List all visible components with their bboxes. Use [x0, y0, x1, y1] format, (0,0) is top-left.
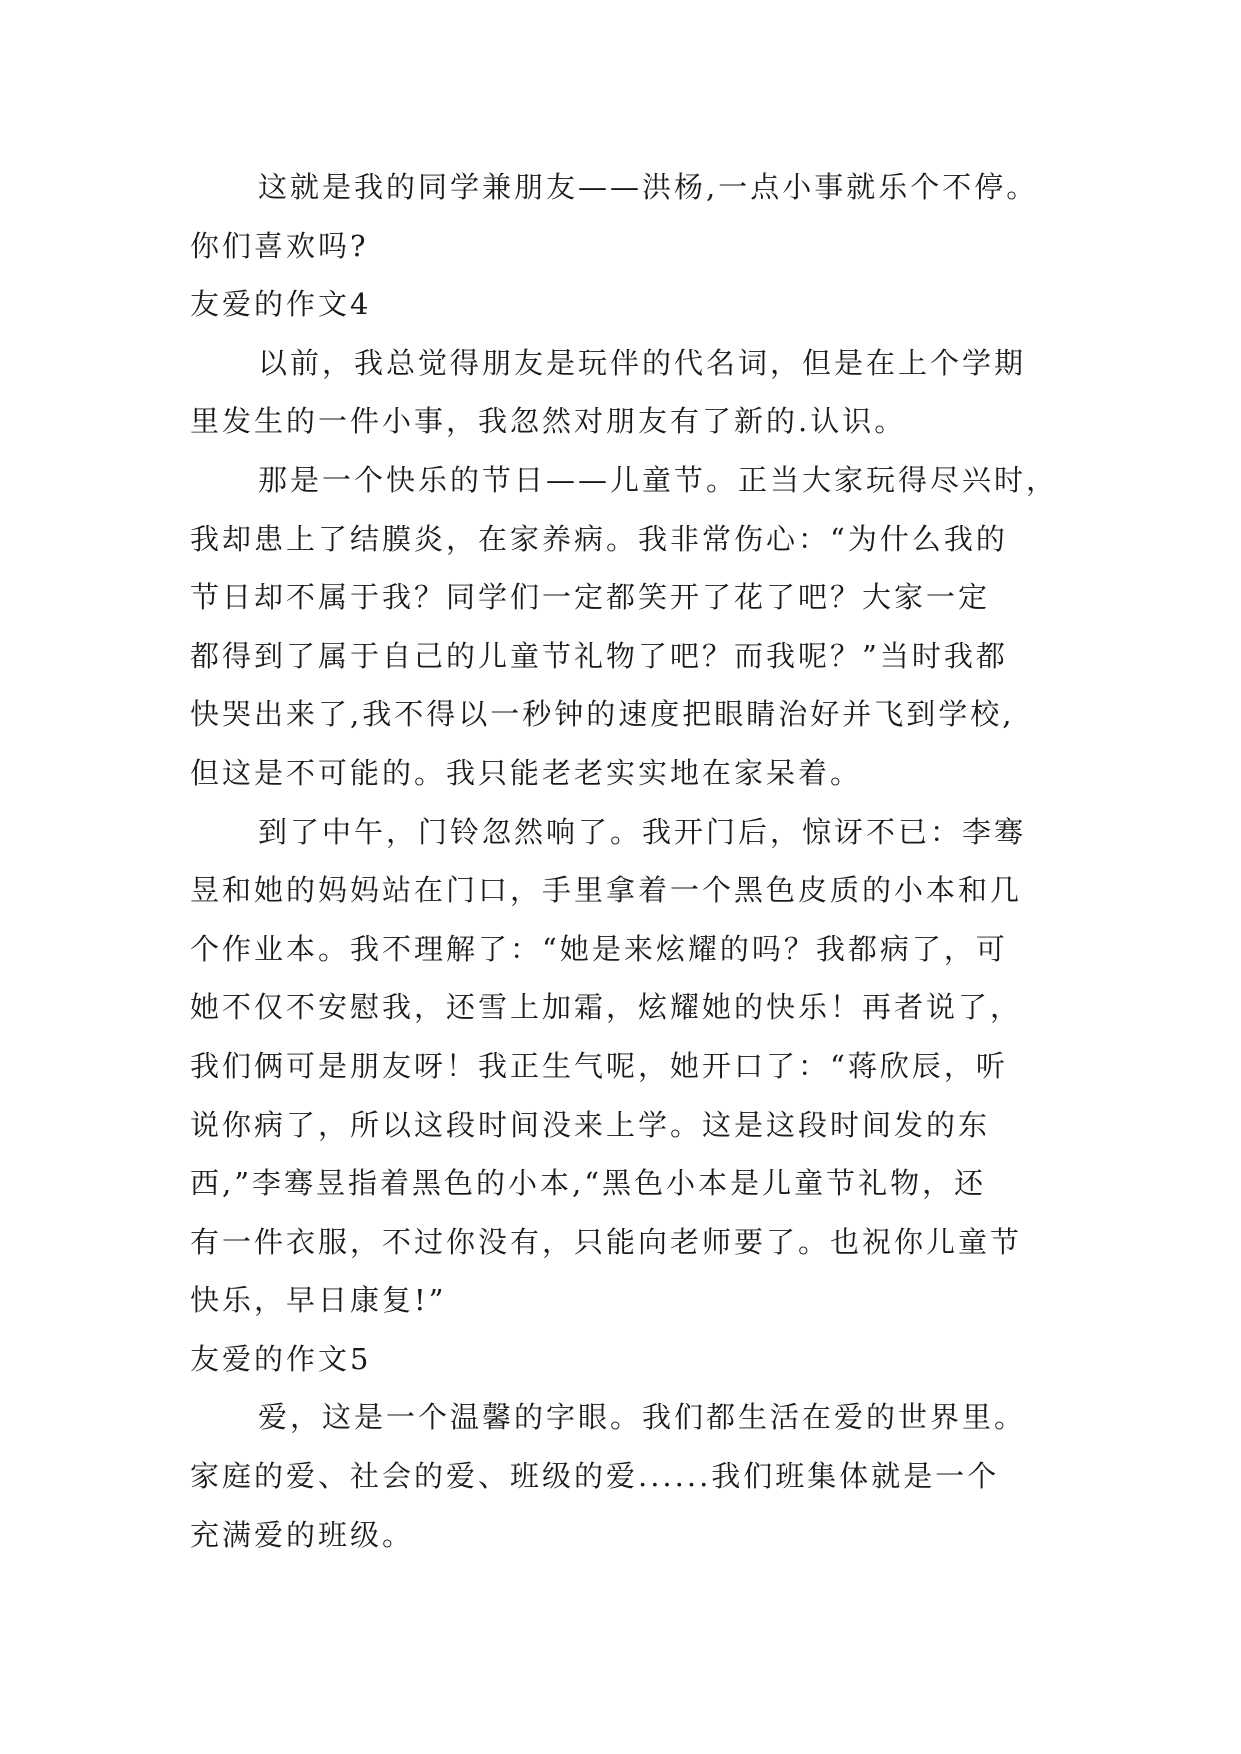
- text-line: 昱和她的妈妈站在门口，手里拿着一个黑色皮质的小本和几: [190, 873, 1023, 908]
- text-line: 但这是不可能的。我只能老老实实地在家呆着。: [190, 755, 863, 790]
- text-line: 节日却不属于我？同学们一定都笑开了花了吧？大家一定: [190, 580, 991, 615]
- document-body: [190, 158, 1090, 1564]
- text-line: 里发生的一件小事，我忽然对朋友有了新的.认识。: [190, 404, 907, 439]
- text-line: 这就是我的同学兼朋友——洪杨,一点小事就乐个不停。: [258, 170, 1039, 204]
- text-line: 快哭出来了,我不得以一秒钟的速度把眼睛治好并飞到学校,: [190, 697, 1015, 732]
- text-line: 我却患上了结膜炎，在家养病。我非常伤心：“为什么我的: [190, 521, 1008, 556]
- text-line: 你们喜欢吗?: [190, 228, 369, 263]
- text-line: 爱，这是一个温馨的字眼。我们都生活在爱的世界里。: [258, 1400, 1027, 1435]
- section-heading: [190, 1330, 1090, 1389]
- text-line: 家庭的爱、社会的爱、班级的爱......我们班集体就是一个: [190, 1459, 1000, 1494]
- text-line: 都得到了属于自己的儿童节礼物了吧？而我呢？”当时我都: [190, 638, 1008, 673]
- text-line: 充满爱的班级。: [190, 1517, 415, 1552]
- heading-text: 友爱的作文5: [190, 1341, 372, 1376]
- section-heading: [190, 275, 1090, 334]
- text-line: 她不仅不安慰我，还雪上加霜，炫耀她的快乐！再者说了，: [190, 990, 1023, 1025]
- paragraph: [190, 451, 1090, 803]
- paragraph: [190, 158, 1090, 275]
- text-line: 有一件衣服，不过你没有，只能向老师要了。也祝你儿童节: [190, 1224, 1023, 1259]
- text-line: 说你病了，所以这段时间没来上学。这是这段时间发的东: [190, 1107, 991, 1142]
- text-line: 西,”李骞昱指着黑色的小本,“黑色小本是儿童节礼物，还: [190, 1166, 987, 1201]
- heading-text: 友爱的作文4: [190, 287, 372, 322]
- text-line: 快乐，早日康复!”: [190, 1283, 447, 1318]
- text-line: 个作业本。我不理解了：“她是来炫耀的吗？我都病了，可: [190, 931, 1008, 966]
- text-line: 到了中午，门铃忽然响了。我开门后，惊讶不已：李骞: [258, 814, 1027, 849]
- paragraph: [190, 803, 1090, 1330]
- paragraph: [190, 334, 1090, 451]
- text-line: 那是一个快乐的节日——儿童节。正当大家玩得尽兴时，: [258, 462, 1059, 497]
- text-line: 我们俩可是朋友呀！我正生气呢，她开口了：“蒋欣辰，听: [190, 1048, 1008, 1083]
- text-line: 以前，我总觉得朋友是玩伴的代名词，但是在上个学期: [258, 345, 1027, 380]
- paragraph: [190, 1388, 1090, 1564]
